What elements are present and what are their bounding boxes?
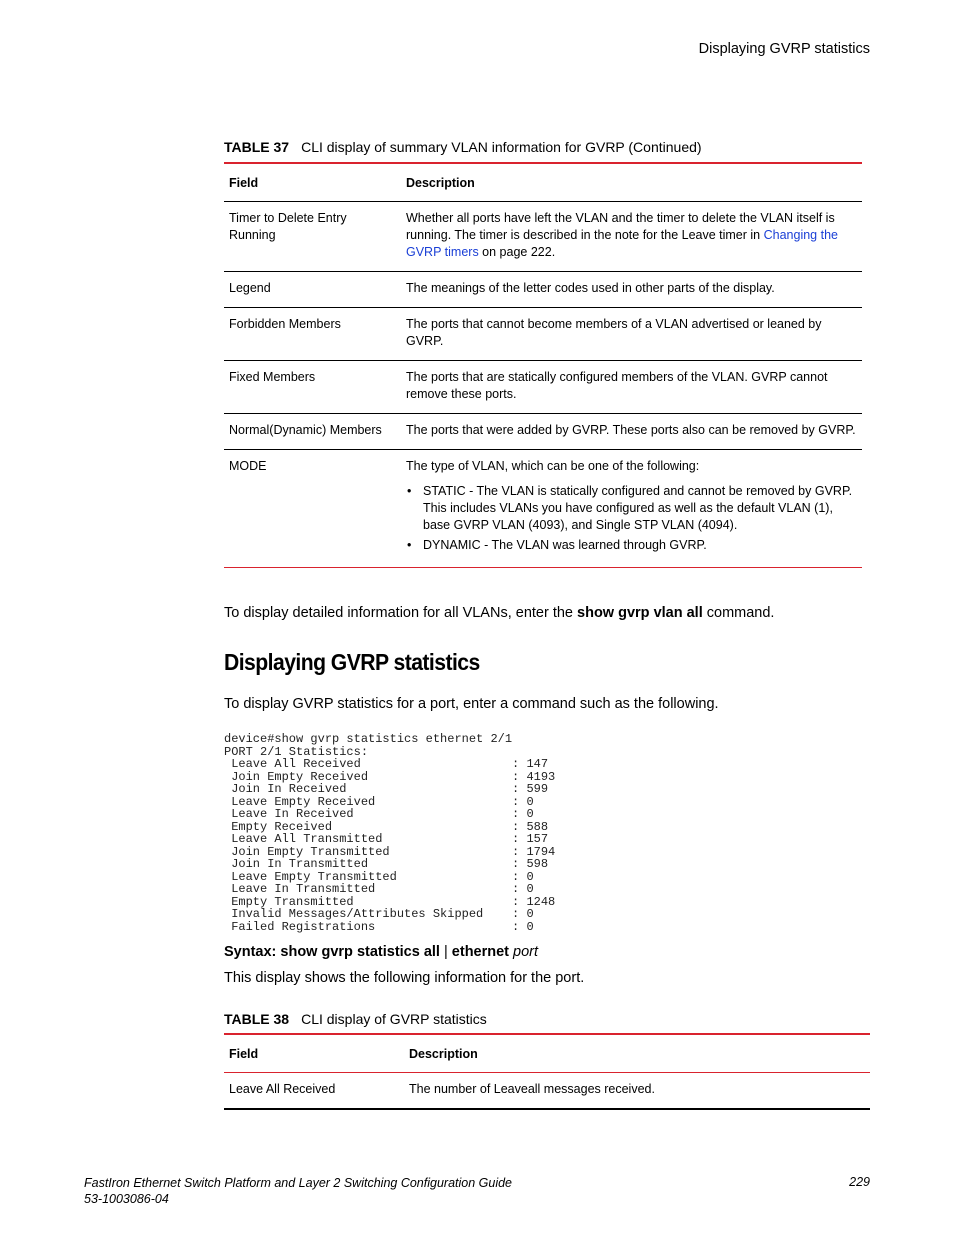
description-cell: [401, 202, 862, 272]
description-cell: The ports that cannot become members of a VLAN advertised or leaned by GVRP.: [406, 317, 822, 348]
description-cell: The ports that were added by GVRP. These ports also can be removed by GVRP.: [406, 423, 856, 437]
table-row: [224, 450, 862, 568]
description-cell: The ports that are statically configured members of the VLAN. GVRP cannot remove these ports.: [406, 370, 828, 401]
field-cell: MODE: [229, 459, 267, 473]
table-38: [224, 1033, 870, 1110]
cross-reference-link[interactable]: Changing the GVRP timers: [406, 228, 838, 259]
table-row: [224, 202, 862, 272]
field-cell: Fixed Members: [229, 370, 316, 384]
paragraph-text: To display detailed information for all VLANs, enter the: [224, 605, 578, 621]
syntax-command: Syntax: show gvrp statistics all: [224, 944, 440, 960]
cli-output-block: device#show gvrp statistics ethernet 2/1 PORT 2/1 Statistics: Leave All Received : 147 Join Empty Received : 4193 Join In Received : 599 Leave Empty Received : 0 Leave In Received : 0 Empty Received : 588 Leave All Transmitted : 157 Join Empty Transmitted : 1794 Join In Transmitted : 598 Leave Empty Transmitted : 0 Leave In Transmitted : 0 Empty Transmitted : 1248 Invalid Messages/Attributes Skipped : 0 Failed Registrations : 0: [224, 732, 556, 934]
paragraph-stats: To display GVRP statistics for a port, enter a command such as the following.: [224, 696, 719, 712]
table-row: [224, 272, 862, 308]
syntax-keyword: ethernet: [451, 944, 510, 960]
field-cell: Timer to Delete Entry Running: [229, 211, 347, 242]
column-header-description: Description: [406, 176, 475, 190]
paragraph-text: command.: [702, 605, 775, 621]
footer-guide-info: [84, 1175, 512, 1207]
command-text: show gvrp vlan all: [577, 605, 703, 621]
table-label: TABLE 38: [224, 1011, 290, 1027]
document-number: 53-1003086-04: [84, 1192, 169, 1206]
table-label: TABLE 37: [224, 139, 290, 155]
guide-title: FastIron Ethernet Switch Platform and Layer 2 Switching Configuration Guide: [84, 1176, 512, 1190]
table-title: CLI display of summary VLAN information for GVRP (Continued): [301, 139, 702, 155]
syntax-line: [224, 944, 538, 960]
description-text: The type of VLAN, which can be one of the following:: [406, 459, 700, 473]
table-row: [224, 361, 862, 414]
field-cell: Normal(Dynamic) Members: [229, 423, 382, 437]
column-header-description: Description: [409, 1047, 478, 1061]
table-37: [224, 162, 862, 568]
bullet-item: • DYNAMIC - The VLAN was learned through GVRP.: [423, 537, 857, 554]
table-38-caption: [224, 1011, 487, 1027]
syntax-argument: port: [509, 944, 539, 960]
paragraph-info: This display shows the following information for the port.: [224, 970, 585, 986]
column-header-field: Field: [229, 176, 259, 190]
section-heading: Displaying GVRP statistics: [224, 649, 480, 675]
description-cell: [401, 450, 862, 568]
description-cell: The meanings of the letter codes used in other parts of the display.: [406, 281, 775, 295]
field-cell: Leave All Received: [229, 1082, 336, 1096]
bullet-item: • STATIC - The VLAN is statically configured and cannot be removed by GVRP. This includes VLANs you have configured as well as the default VLAN (1), base GVRP VLAN (4093), and Single STP VLAN (4094).: [423, 483, 857, 534]
table-header-row: [224, 1034, 870, 1073]
page-number: 229: [849, 1175, 870, 1189]
table-row: [224, 1073, 870, 1110]
field-cell: Legend: [229, 281, 271, 295]
description-text: Whether all ports have left the VLAN and the timer to delete the VLAN itself is running. The timer is described in the note for the Leave timer in: [406, 211, 835, 242]
syntax-separator: |: [439, 944, 452, 960]
paragraph-detail: [224, 605, 774, 621]
bullet-list: [406, 483, 857, 554]
table-37-caption: [224, 139, 702, 155]
running-header: Displaying GVRP statistics: [698, 41, 870, 57]
description-cell: The number of Leaveall messages received.: [409, 1082, 655, 1096]
table-title: CLI display of GVRP statistics: [301, 1011, 487, 1027]
table-row: [224, 308, 862, 361]
table-header-row: [224, 163, 862, 202]
field-cell: Forbidden Members: [229, 317, 341, 331]
description-text: on page 222.: [478, 245, 556, 259]
table-row: [224, 414, 862, 450]
column-header-field: Field: [229, 1047, 259, 1061]
